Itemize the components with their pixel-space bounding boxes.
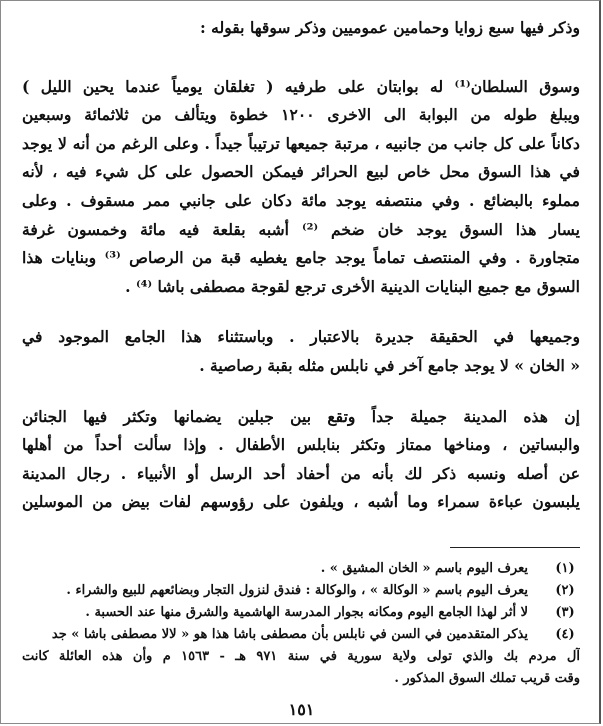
text-line: ويبلغ طوله من البوابة الى الاخرى ١٢٠٠ خطوة ويتألف من ثلاثمائة وسبعين bbox=[22, 105, 580, 125]
text-line: عن أصله ونسبه ذكر لك بأنه من أحفاد أحد الرسل أو الأنبياء . رجال المدينة bbox=[22, 463, 580, 483]
footnote-number: (٣) bbox=[555, 604, 575, 620]
footnote-separator bbox=[450, 547, 580, 548]
text-line: مملوء بالبضائع . وفي منتصفه يوجد مائة دكان على جانبي ممر مسقوف . وعلى bbox=[22, 190, 580, 210]
text-line: السوق مع جميع البنايات الدينية الأخرى ترجع لقوجة مصطفى باشا ⁽⁴⁾ . bbox=[125, 276, 580, 296]
footnote-text: يذكر المتقدمين في السن في نابلس بأن مصطفى باشا هذا هو « لالا مصطفى باشا » جد bbox=[51, 626, 528, 642]
text-line: دكاناً على كل جانب من جانبيه ، مرتبة جميعها ترتيباً جيداً . وعلى الرغم من أنه لا يوجد bbox=[22, 133, 580, 153]
paragraph-sultan-market bbox=[22, 73, 580, 302]
footnotes bbox=[22, 558, 580, 690]
footnote-item bbox=[22, 580, 580, 602]
footnote-item bbox=[22, 624, 580, 646]
footnote-text: يعرف اليوم باسم « الوكالة » ، والوكالة : فندق لنزول التجار وبضائعهم للبيع والشراء . bbox=[66, 582, 528, 598]
footnote-number: (٤) bbox=[555, 626, 575, 642]
text-line: يلبسون عباءة سمراء وما أشبه ، ويلفون على رؤوسهم لفات بيض من الموسلين bbox=[22, 492, 580, 512]
text-line: وسوق السلطان⁽¹⁾ له بوابتان على طرفيه ( تغلقان يومياً عندما يحين الليل ) bbox=[22, 76, 580, 96]
footnote-text: يعرف اليوم باسم « الخان المشيق » . bbox=[320, 560, 528, 576]
page-number: ١٥١ bbox=[288, 700, 315, 719]
paragraph-city bbox=[22, 403, 580, 517]
text-line: والبساتين ، ومناخها ممتاز وتكثر بنابلس الأطفال . وإذا سألت أحداً من أهلها bbox=[22, 435, 580, 455]
intro-paragraph bbox=[22, 14, 580, 43]
footnote-continuation-line: وقت قريب تملك السوق المذكور . bbox=[394, 670, 580, 686]
text-line: وذكر فيها سبع زوايا وحمامين عموميين وذكر سوقها بقوله : bbox=[199, 18, 580, 37]
text-line: في هذا السوق محل خاص لبيع الحرائر فيمكن الحصول على كل شيء فيه ، لأنه bbox=[22, 162, 580, 182]
footnote-text: لا أثر لهذا الجامع اليوم ومكانه بجوار المدرسة الهاشمية والشرق منها عند الحسبة . bbox=[85, 604, 528, 620]
text-line: يسار هذا السوق يوجد خان ضخم ⁽²⁾ أشبه بقلعة فيه مائة وخمسون غرفة bbox=[22, 219, 580, 239]
footnote-item bbox=[22, 558, 580, 580]
document-page bbox=[22, 14, 580, 690]
footnote-number: (١) bbox=[555, 560, 575, 576]
text-line: إن هذه المدينة جميلة جداً وتقع بين جبلين يضمانها وتكثر فيها الجنائن bbox=[22, 406, 580, 426]
footnote-continuation-line: آل مردم بك والذي تولى ولاية سورية في سنة ٩٧١ هـ - ١٥٦٣ م وأن هذه العائلة كانت bbox=[22, 648, 580, 664]
footnote-number: (٢) bbox=[555, 582, 575, 598]
text-line: متجاورة . وفي المنتصف تماماً يوجد جامع يغطيه قبة من الرصاص ⁽³⁾ وبنايات هذا bbox=[22, 248, 580, 268]
paragraph-mosque bbox=[22, 323, 580, 380]
text-line: « الخان » لا يوجد جامع آخر في نابلس مثله بقبة رصاصية . bbox=[199, 355, 580, 375]
text-line: وجميعها في الحقيقة جديرة بالاعتبار . وباستثناء هذا الجامع الموجود في bbox=[22, 327, 580, 347]
footnote-item bbox=[22, 602, 580, 624]
